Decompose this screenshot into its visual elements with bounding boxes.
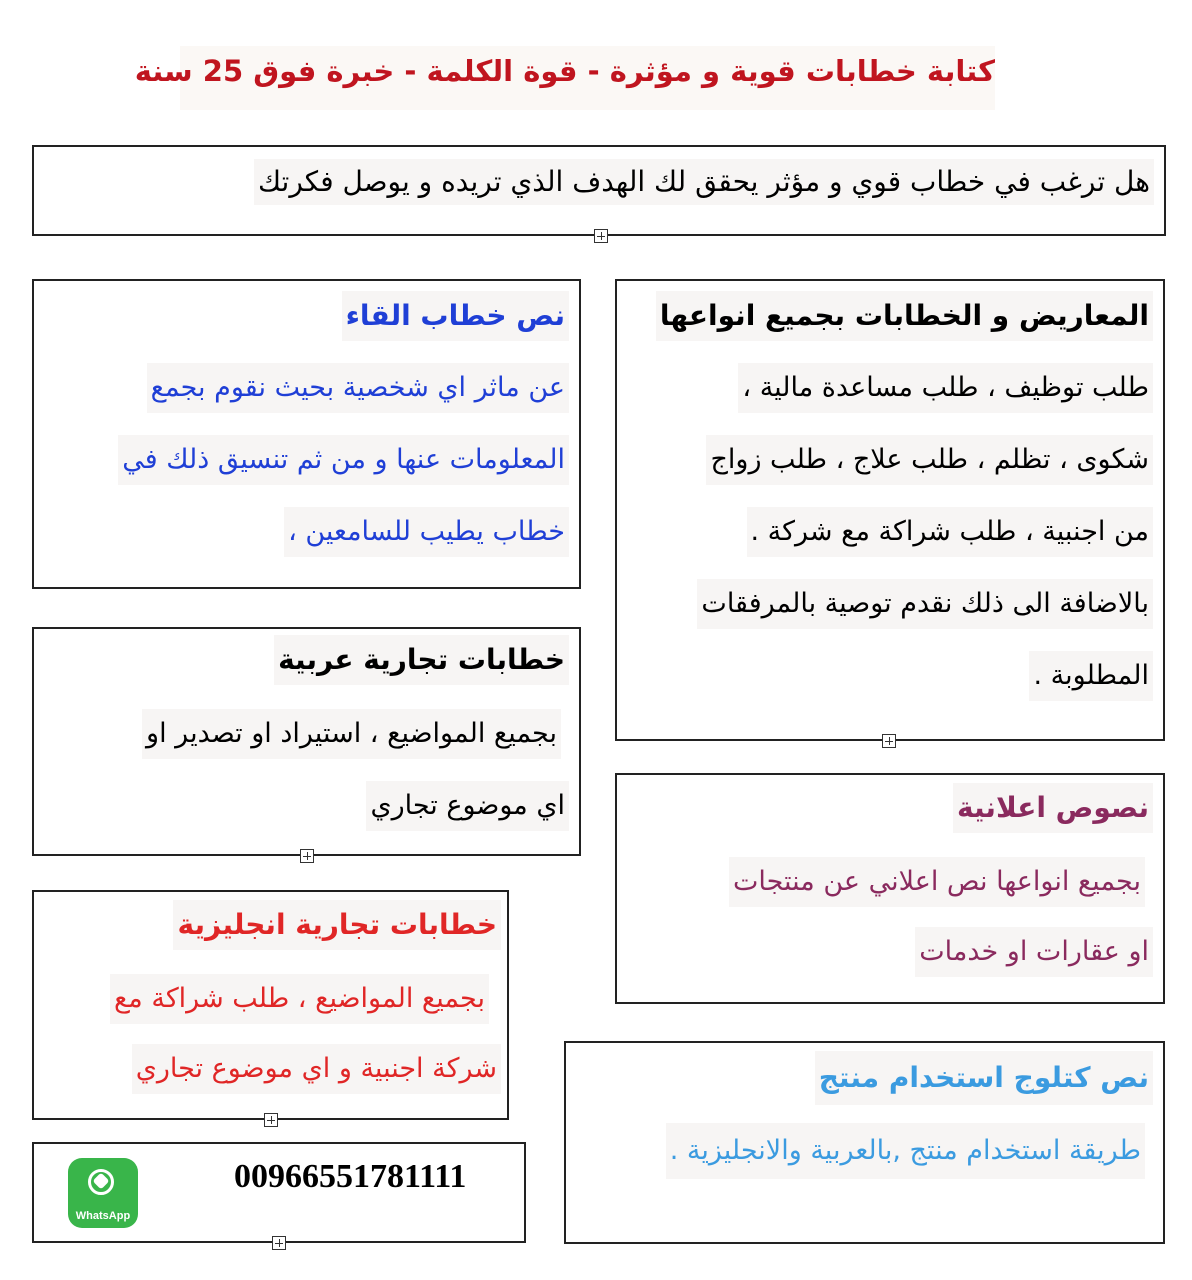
section-heading: خطابات تجارية عربية xyxy=(274,635,569,685)
ads-box xyxy=(615,773,1165,1004)
section-line: من اجنبية ، طلب شراكة مع شركة . xyxy=(747,507,1153,557)
section-line: بالاضافة الى ذلك نقدم توصية بالمرفقات xyxy=(697,579,1153,629)
section-heading: المعاريض و الخطابات بجميع انواعها xyxy=(656,291,1153,341)
contact-box xyxy=(32,1142,526,1243)
section-line: بجميع انواعها نص اعلاني عن منتجات xyxy=(729,857,1145,907)
section-line: طريقة استخدام منتج ,بالعربية والانجليزية . xyxy=(666,1123,1145,1179)
arabic-business-box xyxy=(32,627,581,856)
section-heading: نص كتلوج استخدام منتج xyxy=(815,1051,1153,1105)
section-line: المطلوبة . xyxy=(1029,651,1153,701)
expand-handle[interactable] xyxy=(272,1236,286,1250)
petitions-box xyxy=(615,279,1165,741)
whatsapp-label: WhatsApp xyxy=(75,1210,131,1222)
section-line: شكوى ، تظلم ، طلب علاج ، طلب زواج xyxy=(706,435,1153,485)
page-title: كتابة خطابات قوية و مؤثرة - قوة الكلمة - خبرة فوق 25 سنة xyxy=(180,46,995,110)
section-heading: نص خطاب القاء xyxy=(342,291,569,341)
section-line: المعلومات عنها و من ثم تنسيق ذلك في xyxy=(118,435,569,485)
section-line: خطاب يطيب للسامعين ، xyxy=(284,507,569,557)
english-business-box xyxy=(32,890,509,1120)
section-line: او عقارات او خدمات xyxy=(915,927,1153,977)
speech-box xyxy=(32,279,581,589)
intro-box xyxy=(32,145,1166,236)
section-line: طلب توظيف ، طلب مساعدة مالية ، xyxy=(738,363,1153,413)
section-line: اي موضوع تجاري xyxy=(366,781,569,831)
intro-text: هل ترغب في خطاب قوي و مؤثر يحقق لك الهدف الذي تريده و يوصل فكرتك xyxy=(254,159,1154,205)
whatsapp-icon[interactable] xyxy=(68,1158,138,1228)
expand-handle[interactable] xyxy=(300,849,314,863)
section-line: عن ماثر اي شخصية بحيث نقوم بجمع xyxy=(147,363,569,413)
phone-number[interactable]: 00966551781111 xyxy=(234,1158,467,1195)
section-line: شركة اجنبية و اي موضوع تجاري xyxy=(132,1044,501,1094)
section-heading: نصوص اعلانية xyxy=(953,783,1153,833)
expand-handle[interactable] xyxy=(882,734,896,748)
catalog-box xyxy=(564,1041,1165,1244)
expand-handle[interactable] xyxy=(594,229,608,243)
section-line: بجميع المواضيع ، استيراد او تصدير او xyxy=(142,709,561,759)
section-line: بجميع المواضيع ، طلب شراكة مع xyxy=(110,974,489,1024)
expand-handle[interactable] xyxy=(264,1113,278,1127)
section-heading: خطابات تجارية انجليزية xyxy=(173,900,501,950)
